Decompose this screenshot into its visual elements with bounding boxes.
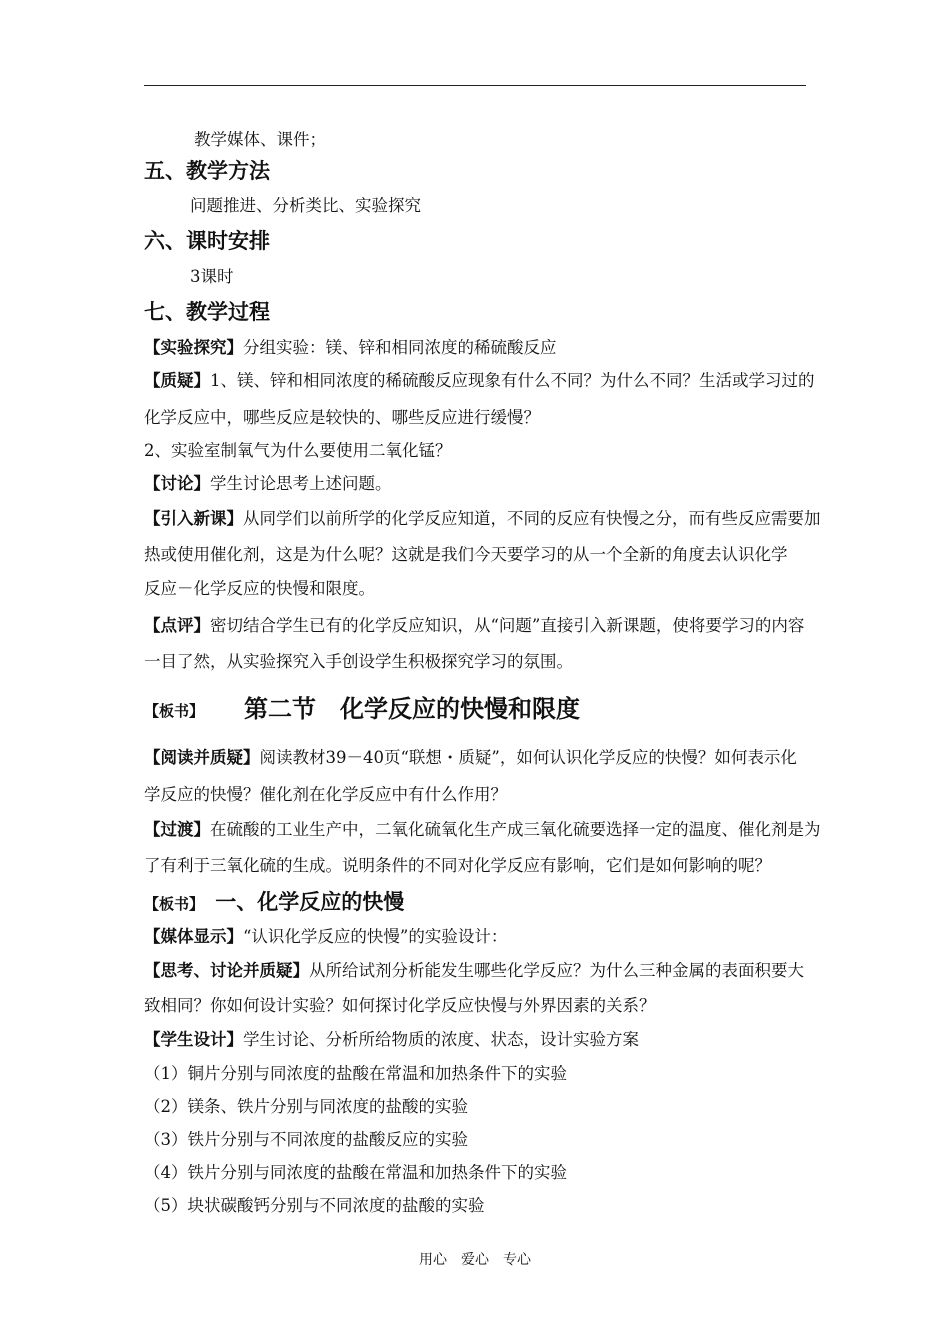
section-7-title: 七、教学过程 xyxy=(144,300,270,324)
para-line: 阅读教材39－40页“联想・质疑”，如何认识化学反应的快慢？如何表示化 xyxy=(259,748,797,767)
page-footer: 用心 爱心 专心 xyxy=(419,1252,531,1268)
board-2-tag: 【板书】 xyxy=(144,895,205,913)
tag-transition: 【过渡】 xyxy=(144,820,210,839)
tag-think: 【思考、讨论并质疑】 xyxy=(144,961,309,980)
para-read-line2: 学反应的快慢？催化剂在化学反应中有什么作用？ xyxy=(144,785,507,804)
para-intro-line1 xyxy=(144,508,821,530)
board-1-tag: 【板书】 xyxy=(144,702,205,720)
para-line: 1、镁、锌和相同浓度的稀硫酸反应现象有什么不同？为什么不同？生活或学习过的 xyxy=(210,371,815,390)
board-1-title: 第二节 化学反应的快慢和限度 xyxy=(244,695,580,723)
para-transition-line1 xyxy=(144,819,821,841)
para-line: 密切结合学生已有的化学反应知识，从“问题”直接引入新课题，使将要学习的内容 xyxy=(210,616,805,635)
para-line: 从同学们以前所学的化学反应知道，不同的反应有快慢之分，而有些反应需要加 xyxy=(243,509,821,528)
para-question-line1 xyxy=(144,370,815,392)
tag-intro: 【引入新课】 xyxy=(144,509,243,528)
para-think-line1 xyxy=(144,960,804,982)
para-intro-line2: 热或使用催化剂，这是为什么呢？这就是我们今天要学习的从一个全新的角度去认识化学 xyxy=(144,545,788,564)
para-line: 从所给试剂分析能发生哪些化学反应？为什么三种金属的表面积要大 xyxy=(309,961,804,980)
para-transition-line2: 了有利于三氧化硫的生成。说明条件的不同对化学反应有影响，它们是如何影响的呢？ xyxy=(144,856,771,875)
para-think-line2: 致相同？你如何设计实验？如何探讨化学反应快慢与外界因素的关系？ xyxy=(144,996,656,1015)
section-6-body: 3课时 xyxy=(190,267,234,286)
board-2 xyxy=(144,889,404,915)
para-comment-line2: 一目了然，从实验探究入手创设学生积极探究学习的氛围。 xyxy=(144,652,573,671)
para-line: 学生讨论、分析所给物质的浓度、状态，设计实验方案 xyxy=(243,1030,639,1049)
design-item: （4）铁片分别与同浓度的盐酸在常温和加热条件下的实验 xyxy=(144,1163,567,1182)
para-question-line2: 化学反应中，哪些反应是较快的、哪些反应进行缓慢？ xyxy=(144,408,540,427)
design-item: （2）镁条、铁片分别与同浓度的盐酸的实验 xyxy=(144,1097,468,1116)
tag-read: 【阅读并质疑】 xyxy=(144,748,260,767)
para-read-line1 xyxy=(144,747,797,769)
media-line: 教学媒体、课件； xyxy=(194,130,326,149)
para-student-design xyxy=(144,1029,639,1051)
para-experiment xyxy=(144,337,557,359)
header-rule xyxy=(144,85,806,86)
design-item: （3）铁片分别与不同浓度的盐酸反应的实验 xyxy=(144,1130,468,1149)
para-media xyxy=(144,926,507,948)
design-item: （5）块状碳酸钙分别与不同浓度的盐酸的实验 xyxy=(144,1196,485,1215)
board-1 xyxy=(144,700,204,722)
para-comment-line1 xyxy=(144,615,804,637)
tag-experiment: 【实验探究】 xyxy=(144,338,243,357)
section-6-title: 六、课时安排 xyxy=(144,229,270,253)
para-line: 学生讨论思考上述问题。 xyxy=(210,474,392,493)
design-item: （1）铜片分别与同浓度的盐酸在常温和加热条件下的实验 xyxy=(144,1064,567,1083)
para-intro-line3: 反应－化学反应的快慢和限度。 xyxy=(144,579,375,598)
tag-discussion: 【讨论】 xyxy=(144,474,210,493)
para-line: 在硫酸的工业生产中，二氧化硫氧化生产成三氧化硫要选择一定的温度、催化剂是为 xyxy=(210,820,821,839)
tag-comment: 【点评】 xyxy=(144,616,210,635)
para-line: 分组实验：镁、锌和相同浓度的稀硫酸反应 xyxy=(243,338,557,357)
tag-question: 【质疑】 xyxy=(144,371,210,390)
para-discussion xyxy=(144,473,392,495)
tag-media: 【媒体显示】 xyxy=(144,927,243,946)
section-5-title: 五、教学方法 xyxy=(144,159,270,183)
tag-student-design: 【学生设计】 xyxy=(144,1030,243,1049)
para-line: “认识化学反应的快慢”的实验设计： xyxy=(243,927,508,946)
section-5-body: 问题推进、分析类比、实验探究 xyxy=(190,196,421,215)
para-question-line3: 2、实验室制氧气为什么要使用二氧化锰？ xyxy=(144,441,452,460)
board-2-title: 一、化学反应的快慢 xyxy=(215,890,405,914)
